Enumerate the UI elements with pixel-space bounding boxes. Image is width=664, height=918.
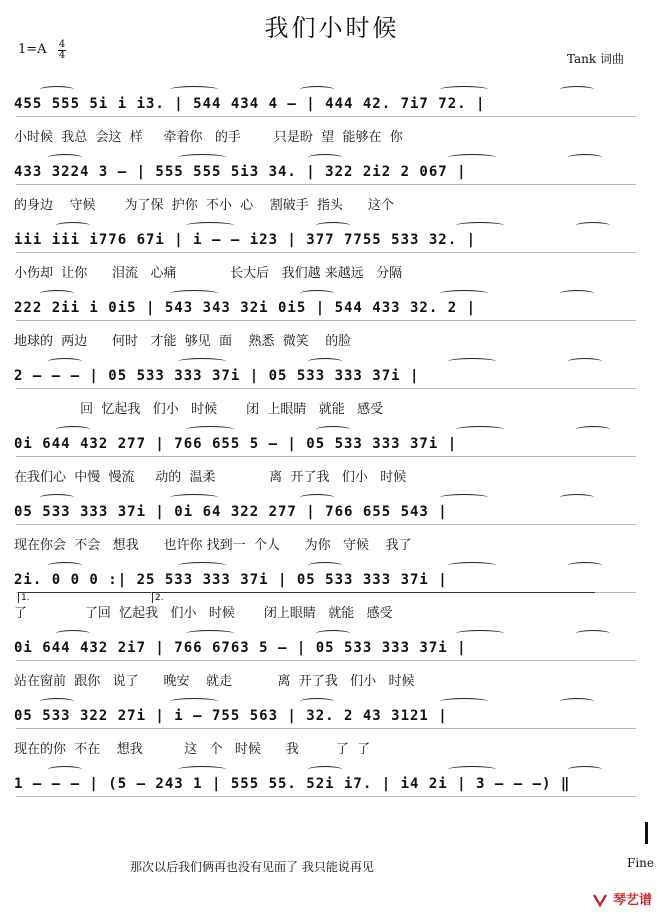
slur-mark — [300, 494, 334, 501]
slur-mark — [576, 222, 610, 229]
slur-mark — [56, 426, 90, 433]
slur-mark — [186, 630, 234, 637]
rhythm-underline — [16, 660, 636, 661]
rhythm-underline — [16, 456, 636, 457]
slur-mark — [48, 766, 82, 773]
slur-mark — [448, 358, 496, 365]
lyric-row-10: 现在的你 不在 想我 这 个 时候 我 了 了 — [14, 742, 371, 757]
slur-mark — [440, 86, 488, 93]
slur-mark — [186, 426, 234, 433]
rhythm-underline — [16, 524, 636, 525]
slur-mark — [568, 766, 602, 773]
notation-row-8: 2i. 0 0 0 :| 25 533 333 37i | 05 533 333 37i | — [14, 572, 448, 588]
slur-mark — [178, 358, 226, 365]
slur-mark — [186, 222, 234, 229]
slur-mark — [316, 426, 350, 433]
slur-mark — [40, 86, 74, 93]
logo-mark-icon — [592, 892, 608, 908]
slur-mark — [440, 698, 488, 705]
notation-row-11: 1 – – – | (5 – 243 1 | 555 55. 52i i7. | i4 2i | 3 – – –) ‖ — [14, 776, 571, 792]
slur-mark — [576, 426, 610, 433]
slur-mark — [40, 494, 74, 501]
slur-mark — [316, 222, 350, 229]
notation-row-10: 05 533 322 27i | i – 755 563 | 32. 2 43 3121 | — [14, 708, 448, 724]
logo-text: 琴艺谱 — [612, 892, 652, 908]
slur-mark — [560, 290, 594, 297]
slur-mark — [448, 562, 496, 569]
ending-lyric: 那次以后我们俩再也没有见面了 我只能说再见 — [130, 860, 374, 874]
time-signature-top: 4 — [58, 39, 66, 50]
slur-mark — [178, 766, 226, 773]
slur-mark — [178, 154, 226, 161]
slur-mark — [300, 86, 334, 93]
rhythm-underline — [16, 388, 636, 389]
notation-row-1: 455 555 5i i i3. | 544 434 4 – | 444 42. 7i7 72. | — [14, 96, 486, 112]
final-barline — [645, 822, 648, 844]
rhythm-underline — [16, 184, 636, 185]
slur-mark — [40, 698, 74, 705]
slur-mark — [300, 290, 334, 297]
lyric-row-6: 在我们心 中慢 慢流 动的 温柔 离 开了我 们小 时候 — [14, 470, 407, 485]
rhythm-underline — [16, 728, 636, 729]
lyric-row-9: 站在窗前 跟你 说了 晚安 就走 离 开了我 们小 时候 — [14, 674, 415, 689]
slur-mark — [40, 290, 74, 297]
slur-mark — [440, 290, 488, 297]
slur-mark — [576, 630, 610, 637]
rhythm-underline — [16, 320, 636, 321]
volta-first-ending: 1. — [18, 592, 151, 603]
slur-mark — [456, 222, 504, 229]
fine-marking: Fine — [627, 856, 654, 870]
page-title: 我们小时候 — [264, 14, 400, 42]
notation-row-7: 05 533 333 37i | 0i 64 322 277 | 766 655 543 | — [14, 504, 448, 520]
slur-mark — [448, 766, 496, 773]
slur-mark — [300, 698, 334, 705]
rhythm-underline — [16, 116, 636, 117]
slur-mark — [170, 494, 218, 501]
slur-mark — [48, 358, 82, 365]
notation-row-6: 0i 644 432 277 | 766 655 5 – | 05 533 333 37i | — [14, 436, 458, 452]
slur-mark — [56, 222, 90, 229]
lyric-row-4: 地球的 两边 何时 才能 够见 面 熟悉 微笑 的脸 — [14, 334, 352, 349]
slur-mark — [456, 630, 504, 637]
slur-mark — [568, 562, 602, 569]
slur-mark — [308, 766, 342, 773]
slur-mark — [456, 426, 504, 433]
notation-row-3: iii iii i776 67i | i – – i23 | 377 7755 533 32. | — [14, 232, 477, 248]
lyric-row-7: 现在你会 不会 想我 也许你 找到一 个人 为你 守候 我了 — [14, 538, 412, 553]
notation-row-2: 433 3224 3 – | 555 555 5i3 34. | 322 2i2 2 067 | — [14, 164, 467, 180]
site-logo — [592, 889, 652, 909]
notation-row-9: 0i 644 432 2i7 | 766 6763 5 – | 05 533 333 37i | — [14, 640, 467, 656]
slur-mark — [56, 630, 90, 637]
lyric-row-1: 小时候 我总 会这 样 牵着你 的手 只是盼 望 能够在 你 — [14, 130, 403, 145]
slur-mark — [316, 630, 350, 637]
slur-mark — [560, 86, 594, 93]
key-signature: 1=A — [18, 42, 47, 57]
slur-mark — [170, 86, 218, 93]
time-signature — [58, 40, 66, 61]
slur-mark — [440, 494, 488, 501]
rhythm-underline — [16, 252, 636, 253]
slur-mark — [308, 562, 342, 569]
slur-mark — [178, 562, 226, 569]
slur-mark — [568, 358, 602, 365]
slur-mark — [308, 154, 342, 161]
slur-mark — [170, 698, 218, 705]
lyric-row-5: 回 忆起我 们小 时候 闭 上眼睛 就能 感受 — [14, 402, 384, 417]
time-signature-bottom: 4 — [58, 50, 66, 61]
notation-row-5: 2 – – – | 05 533 333 37i | 05 533 333 37i | — [14, 368, 420, 384]
slur-mark — [308, 358, 342, 365]
credit-line: Tank 词曲 — [566, 52, 624, 66]
slur-mark — [48, 562, 82, 569]
slur-mark — [170, 290, 218, 297]
slur-mark — [560, 494, 594, 501]
notation-row-4: 222 2ii i 0i5 | 543 343 32i 0i5 | 544 433 32. 2 | — [14, 300, 477, 316]
slur-mark — [560, 698, 594, 705]
rhythm-underline — [16, 796, 636, 797]
lyric-row-2: 的身边 守候 为了保 护你 不小 心 割破手 指头 这个 — [14, 198, 394, 213]
slur-mark — [568, 154, 602, 161]
volta-second-ending: 2. — [152, 592, 595, 603]
slur-mark — [48, 154, 82, 161]
lyric-row-8: 了 了回 忆起我 们小 时候 闭上眼睛 就能 感受 — [14, 606, 393, 621]
lyric-row-3: 小伤却 让你 泪流 心痛 长大后 我们越 来越远 分隔 — [14, 266, 403, 281]
slur-mark — [448, 154, 496, 161]
